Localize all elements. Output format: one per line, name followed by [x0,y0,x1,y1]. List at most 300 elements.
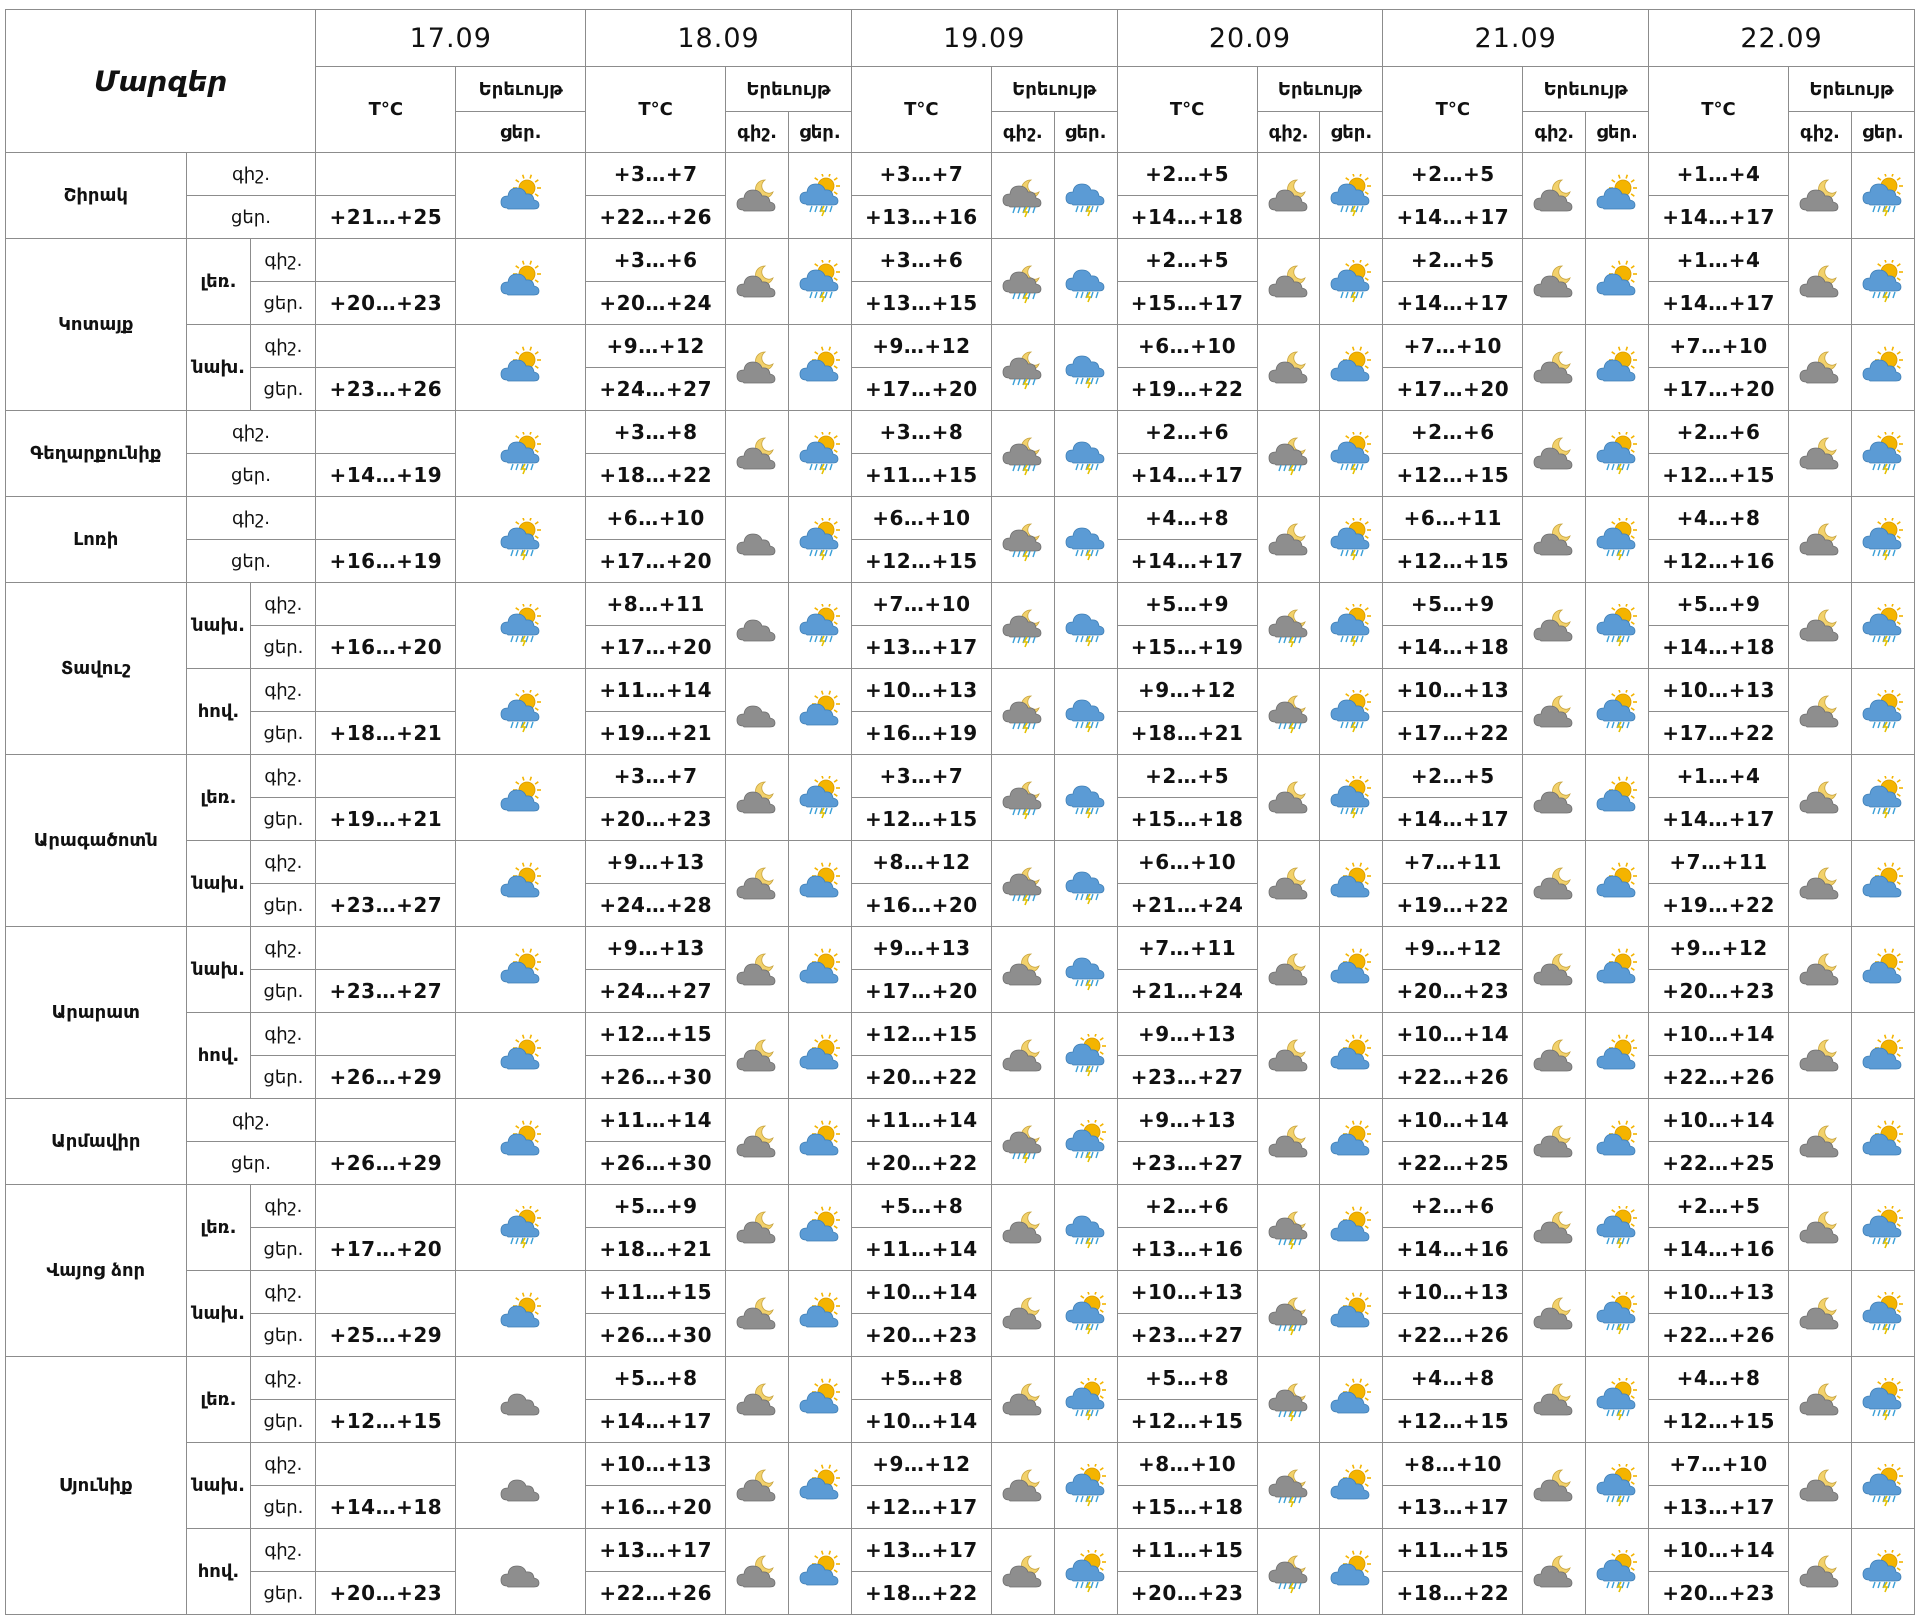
day-temp: +14…+18 [1383,626,1523,669]
day-temp: +22…+26 [1383,1056,1523,1099]
day-temp: +22…+26 [586,196,726,239]
sun-cloud-icon [1329,862,1373,906]
day-temp: +13…+17 [851,626,991,669]
weather-cell [1851,153,1914,239]
cloud-icon [499,1550,543,1594]
day-temp: +15…+19 [1117,626,1257,669]
day-temp: +16…+20 [851,884,991,927]
weather-cell [1851,1013,1914,1099]
night-temp: +2…+5 [1383,755,1523,798]
weather-cell [1257,1529,1320,1615]
night-temp: +3…+6 [586,239,726,282]
weather-cell [1054,841,1117,927]
weather-cell [1789,1443,1852,1529]
sun-cloud-rain-icon [1595,1206,1639,1250]
day-temp: +20…+22 [851,1056,991,1099]
day-temp: +24…+28 [586,884,726,927]
weather-cell [1851,927,1914,1013]
moon-cloud-icon [1532,862,1576,906]
area-name: լեռ. [186,1185,251,1271]
weather-cell [1054,239,1117,325]
sun-cloud-icon [798,1550,842,1594]
area-name: նախ. [186,325,251,411]
sun-cloud-icon [499,948,543,992]
sun-cloud-rain-icon [1861,1550,1905,1594]
weather-cell [1851,755,1914,841]
table-row [6,1529,1915,1572]
sun-cloud-icon [1595,776,1639,820]
day-temp: +18…+21 [586,1228,726,1271]
weather-cell [1789,1185,1852,1271]
day-temp: +23…+27 [316,884,456,927]
moon-cloud-icon [735,776,779,820]
day-temp: +20…+22 [851,1142,991,1185]
weather-cell [1257,583,1320,669]
moon-cloud-icon [1532,776,1576,820]
weather-cell [456,669,586,755]
night-label: գիշ. [186,497,316,540]
forecast-table-wrapper [5,9,1915,1615]
area-name: հով. [186,1529,251,1615]
night-temp: +5…+8 [586,1357,726,1400]
day-temp: +11…+14 [851,1228,991,1271]
weather-column-header: Երեւույթ [1257,67,1383,112]
weather-cell [1523,1271,1586,1357]
day-temp: +14…+17 [1383,798,1523,841]
night-temp [316,669,456,712]
weather-cell [456,411,586,497]
temp-column-header: T°C [1117,67,1257,153]
weather-cell [1054,1529,1117,1615]
day-temp: +14…+17 [1117,540,1257,583]
weather-cell [726,755,789,841]
sun-cloud-icon [798,1034,842,1078]
night-temp: +1…+4 [1649,239,1789,282]
weather-cell [456,1013,586,1099]
day-column-header: ցեր. [1851,112,1914,153]
night-label: գիշ. [251,1013,316,1056]
night-temp: +10…+13 [586,1443,726,1486]
weather-cell [1320,755,1383,841]
region-column-header: Մարզեր [6,10,316,153]
sun-cloud-rain-icon [1329,260,1373,304]
day-temp: +20…+23 [586,798,726,841]
moon-cloud-icon [735,260,779,304]
weather-cell [1789,1357,1852,1443]
moon-cloud-rain-icon [1001,518,1045,562]
weather-cell [1320,325,1383,411]
sun-cloud-rain-icon [1861,260,1905,304]
weather-cell [726,1013,789,1099]
weather-cell [456,1443,586,1529]
moon-cloud-icon [1001,1206,1045,1250]
night-temp: +5…+8 [851,1185,991,1228]
moon-cloud-icon [735,174,779,218]
cloud-rain-icon [1064,690,1108,734]
weather-cell [1523,1185,1586,1271]
day-temp: +14…+19 [316,454,456,497]
cloud-rain-icon [1064,862,1108,906]
cloud-rain-icon [1064,604,1108,648]
night-temp: +10…+13 [1649,669,1789,712]
weather-cell [1523,927,1586,1013]
weather-cell [1586,1185,1649,1271]
weather-cell [726,669,789,755]
moon-cloud-icon [1267,1120,1311,1164]
day-temp: +15…+17 [1117,282,1257,325]
weather-cell [789,1529,852,1615]
night-column-header: գիշ. [1789,112,1852,153]
weather-cell [1523,497,1586,583]
night-column-header: գիշ. [991,112,1054,153]
night-temp: +11…+15 [1117,1529,1257,1572]
day-label: ցեր. [251,368,316,411]
table-row [6,1271,1915,1314]
day-label: ցեր. [251,1400,316,1443]
day-temp: +13…+17 [1383,1486,1523,1529]
night-temp: +9…+12 [851,325,991,368]
weather-cell [1257,927,1320,1013]
region-name: Տավուշ [6,583,187,755]
weather-cell [1851,325,1914,411]
day-temp: +24…+27 [586,970,726,1013]
sun-cloud-icon [1329,948,1373,992]
weather-cell [1054,153,1117,239]
weather-cell [991,325,1054,411]
night-temp: +9…+12 [1117,669,1257,712]
sun-cloud-icon [499,260,543,304]
area-name: նախ. [186,1443,251,1529]
area-name: հով. [186,669,251,755]
weather-cell [1257,1185,1320,1271]
weather-cell [1054,1099,1117,1185]
area-name: նախ. [186,583,251,669]
weather-cell [789,1099,852,1185]
day-temp: +20…+23 [1117,1572,1257,1615]
night-label: գիշ. [251,1357,316,1400]
cloud-rain-icon [1064,432,1108,476]
moon-cloud-icon [1798,518,1842,562]
day-temp: +16…+19 [851,712,991,755]
weather-cell [789,927,852,1013]
day-label: ցեր. [186,540,316,583]
moon-cloud-icon [1798,776,1842,820]
night-label: գիշ. [186,153,316,196]
sun-cloud-rain-icon [798,776,842,820]
table-row [6,841,1915,884]
night-temp: +11…+14 [586,1099,726,1142]
sun-cloud-rain-icon [499,690,543,734]
sun-cloud-rain-icon [798,432,842,476]
day-temp: +12…+17 [851,1486,991,1529]
weather-cell [1851,669,1914,755]
day-temp: +17…+20 [851,970,991,1013]
temp-column-header: T°C [586,67,726,153]
weather-cell [1320,153,1383,239]
night-temp: +13…+17 [586,1529,726,1572]
region-name: Արագածոտն [6,755,187,927]
night-temp [316,1185,456,1228]
weather-cell [1320,239,1383,325]
weather-cell [726,239,789,325]
temp-column-header: T°C [1383,67,1523,153]
cloud-icon [499,1378,543,1422]
day-temp: +10…+14 [851,1400,991,1443]
sun-cloud-icon [798,1120,842,1164]
moon-cloud-icon [1532,1292,1576,1336]
sun-cloud-rain-icon [499,432,543,476]
moon-cloud-icon [1532,604,1576,648]
weather-cell [1257,1013,1320,1099]
weather-cell [991,1185,1054,1271]
night-label: գիշ. [251,1443,316,1486]
weather-cell [1257,239,1320,325]
sun-cloud-icon [1861,346,1905,390]
table-row [6,755,1915,798]
temp-column-header: T°C [851,67,991,153]
weather-cell [726,411,789,497]
sun-cloud-icon [499,1120,543,1164]
moon-cloud-icon [1001,1034,1045,1078]
area-name: նախ. [186,927,251,1013]
weather-cell [1320,1443,1383,1529]
cloud-icon [499,1464,543,1508]
night-temp: +10…+14 [1383,1013,1523,1056]
table-row [6,669,1915,712]
moon-cloud-icon [735,1034,779,1078]
weather-cell [789,1271,852,1357]
weather-cell [1523,325,1586,411]
moon-cloud-icon [1532,1034,1576,1078]
weather-cell [1257,755,1320,841]
day-temp: +25…+29 [316,1314,456,1357]
weather-column-header: Երեւույթ [456,67,586,112]
day-temp: +22…+25 [1383,1142,1523,1185]
weather-cell [991,239,1054,325]
day-temp: +20…+24 [586,282,726,325]
moon-cloud-icon [735,1378,779,1422]
weather-cell [1320,1099,1383,1185]
night-temp [316,1271,456,1314]
sun-cloud-rain-icon [1329,776,1373,820]
day-temp: +17…+20 [851,368,991,411]
night-temp: +5…+9 [586,1185,726,1228]
moon-cloud-rain-icon [1001,690,1045,734]
moon-cloud-rain-icon [1001,260,1045,304]
weather-cell [789,669,852,755]
cloud-rain-icon [1064,174,1108,218]
sun-cloud-rain-icon [1595,1464,1639,1508]
night-column-header: գիշ. [726,112,789,153]
weather-cell [1586,669,1649,755]
day-temp: +18…+22 [586,454,726,497]
sun-cloud-icon [1329,1378,1373,1422]
weather-cell [456,927,586,1013]
night-temp: +6…+10 [1117,325,1257,368]
region-name: Արարատ [6,927,187,1099]
moon-cloud-icon [1798,862,1842,906]
moon-cloud-icon [1798,1206,1842,1250]
sun-cloud-icon [798,948,842,992]
area-name: լեռ. [186,239,251,325]
night-temp: +9…+12 [586,325,726,368]
weather-cell [1523,153,1586,239]
weather-cell [1320,1185,1383,1271]
moon-cloud-icon [735,948,779,992]
day-temp: +17…+20 [586,626,726,669]
weather-cell [1586,153,1649,239]
weather-cell [1523,1013,1586,1099]
day-temp: +18…+22 [851,1572,991,1615]
moon-cloud-rain-icon [1267,1464,1311,1508]
night-temp: +1…+4 [1649,755,1789,798]
weather-cell [1320,497,1383,583]
moon-cloud-icon [1798,1378,1842,1422]
night-temp: +5…+9 [1117,583,1257,626]
day-temp: +12…+16 [1649,540,1789,583]
weather-cell [1320,927,1383,1013]
weather-cell [1851,411,1914,497]
night-label: գիշ. [251,669,316,712]
sun-cloud-icon [499,1034,543,1078]
day-temp: +26…+29 [316,1056,456,1099]
moon-cloud-icon [1267,776,1311,820]
cloud-rain-icon [1064,776,1108,820]
area-name: լեռ. [186,755,251,841]
night-temp: +2…+5 [1117,239,1257,282]
night-temp: +6…+10 [586,497,726,540]
day-temp: +11…+15 [851,454,991,497]
sun-cloud-rain-icon [1064,1034,1108,1078]
moon-cloud-icon [1267,174,1311,218]
moon-cloud-icon [1798,346,1842,390]
day-temp: +20…+23 [1649,1572,1789,1615]
weather-cell [1523,1357,1586,1443]
weather-cell [1851,583,1914,669]
region-name: Սյունիք [6,1357,187,1615]
night-temp: +9…+13 [1117,1013,1257,1056]
weather-cell [726,153,789,239]
weather-cell [456,1271,586,1357]
moon-cloud-rain-icon [1001,1120,1045,1164]
sun-cloud-icon [1329,346,1373,390]
night-temp: +2…+6 [1649,411,1789,454]
date-header: 22.09 [1649,10,1915,67]
weather-cell [991,1271,1054,1357]
day-temp: +14…+17 [586,1400,726,1443]
weather-cell [456,1529,586,1615]
night-label: գիշ. [251,927,316,970]
weather-cell [1586,411,1649,497]
weather-cell [1851,1099,1914,1185]
day-label: ցեր. [186,196,316,239]
weather-column-header: Երեւույթ [1789,67,1915,112]
weather-cell [1523,669,1586,755]
sun-cloud-icon [798,690,842,734]
weather-cell [789,583,852,669]
day-temp: +16…+20 [586,1486,726,1529]
night-label: գիշ. [251,841,316,884]
day-temp: +21…+24 [1117,884,1257,927]
sun-cloud-rain-icon [1861,690,1905,734]
sun-cloud-icon [499,862,543,906]
day-label: ցեր. [251,970,316,1013]
night-temp: +9…+13 [586,841,726,884]
sun-cloud-icon [1329,1464,1373,1508]
weather-cell [1851,1185,1914,1271]
sun-cloud-icon [1329,1550,1373,1594]
sun-cloud-icon [798,1378,842,1422]
weather-cell [1586,1099,1649,1185]
weather-cell [991,1013,1054,1099]
weather-cell [456,239,586,325]
weather-cell [789,325,852,411]
area-name: հով. [186,1013,251,1099]
weather-cell [1257,1099,1320,1185]
sun-cloud-rain-icon [798,604,842,648]
weather-cell [1851,497,1914,583]
weather-cell [1789,669,1852,755]
day-temp: +23…+27 [316,970,456,1013]
weather-cell [1851,1357,1914,1443]
weather-cell [1789,1099,1852,1185]
temp-column-header: T°C [1649,67,1789,153]
moon-cloud-icon [1532,1206,1576,1250]
night-temp: +2…+6 [1117,411,1257,454]
day-label: ցեր. [251,626,316,669]
weather-cell [789,153,852,239]
date-header: 21.09 [1383,10,1649,67]
weather-cell [1257,841,1320,927]
night-temp: +10…+13 [1117,1271,1257,1314]
day-temp: +20…+23 [316,1572,456,1615]
day-temp: +26…+30 [586,1314,726,1357]
date-header: 20.09 [1117,10,1383,67]
date-header: 17.09 [316,10,586,67]
weather-cell [726,1185,789,1271]
weather-cell [726,1099,789,1185]
moon-cloud-icon [1532,518,1576,562]
night-temp: +2…+5 [1383,153,1523,196]
night-temp: +6…+10 [1117,841,1257,884]
sun-cloud-icon [1861,1034,1905,1078]
moon-cloud-icon [1532,1464,1576,1508]
sun-cloud-rain-icon [1861,518,1905,562]
day-temp: +12…+15 [1383,540,1523,583]
weather-cell [789,1185,852,1271]
weather-cell [991,411,1054,497]
moon-cloud-icon [1798,1550,1842,1594]
night-temp: +5…+9 [1649,583,1789,626]
moon-cloud-icon [1798,1120,1842,1164]
weather-cell [1257,497,1320,583]
night-label: գիշ. [251,325,316,368]
day-temp: +15…+18 [1117,1486,1257,1529]
day-temp: +12…+15 [1649,454,1789,497]
day-temp: +17…+20 [586,540,726,583]
weather-cell [1257,153,1320,239]
day-temp: +14…+17 [1117,454,1257,497]
weather-cell [991,497,1054,583]
day-temp: +12…+15 [1117,1400,1257,1443]
sun-cloud-icon [1595,1120,1639,1164]
day-temp: +17…+20 [1383,368,1523,411]
sun-cloud-icon [499,1292,543,1336]
night-temp [316,1529,456,1572]
weather-cell [726,1443,789,1529]
weather-cell [1789,497,1852,583]
weather-cell [456,583,586,669]
